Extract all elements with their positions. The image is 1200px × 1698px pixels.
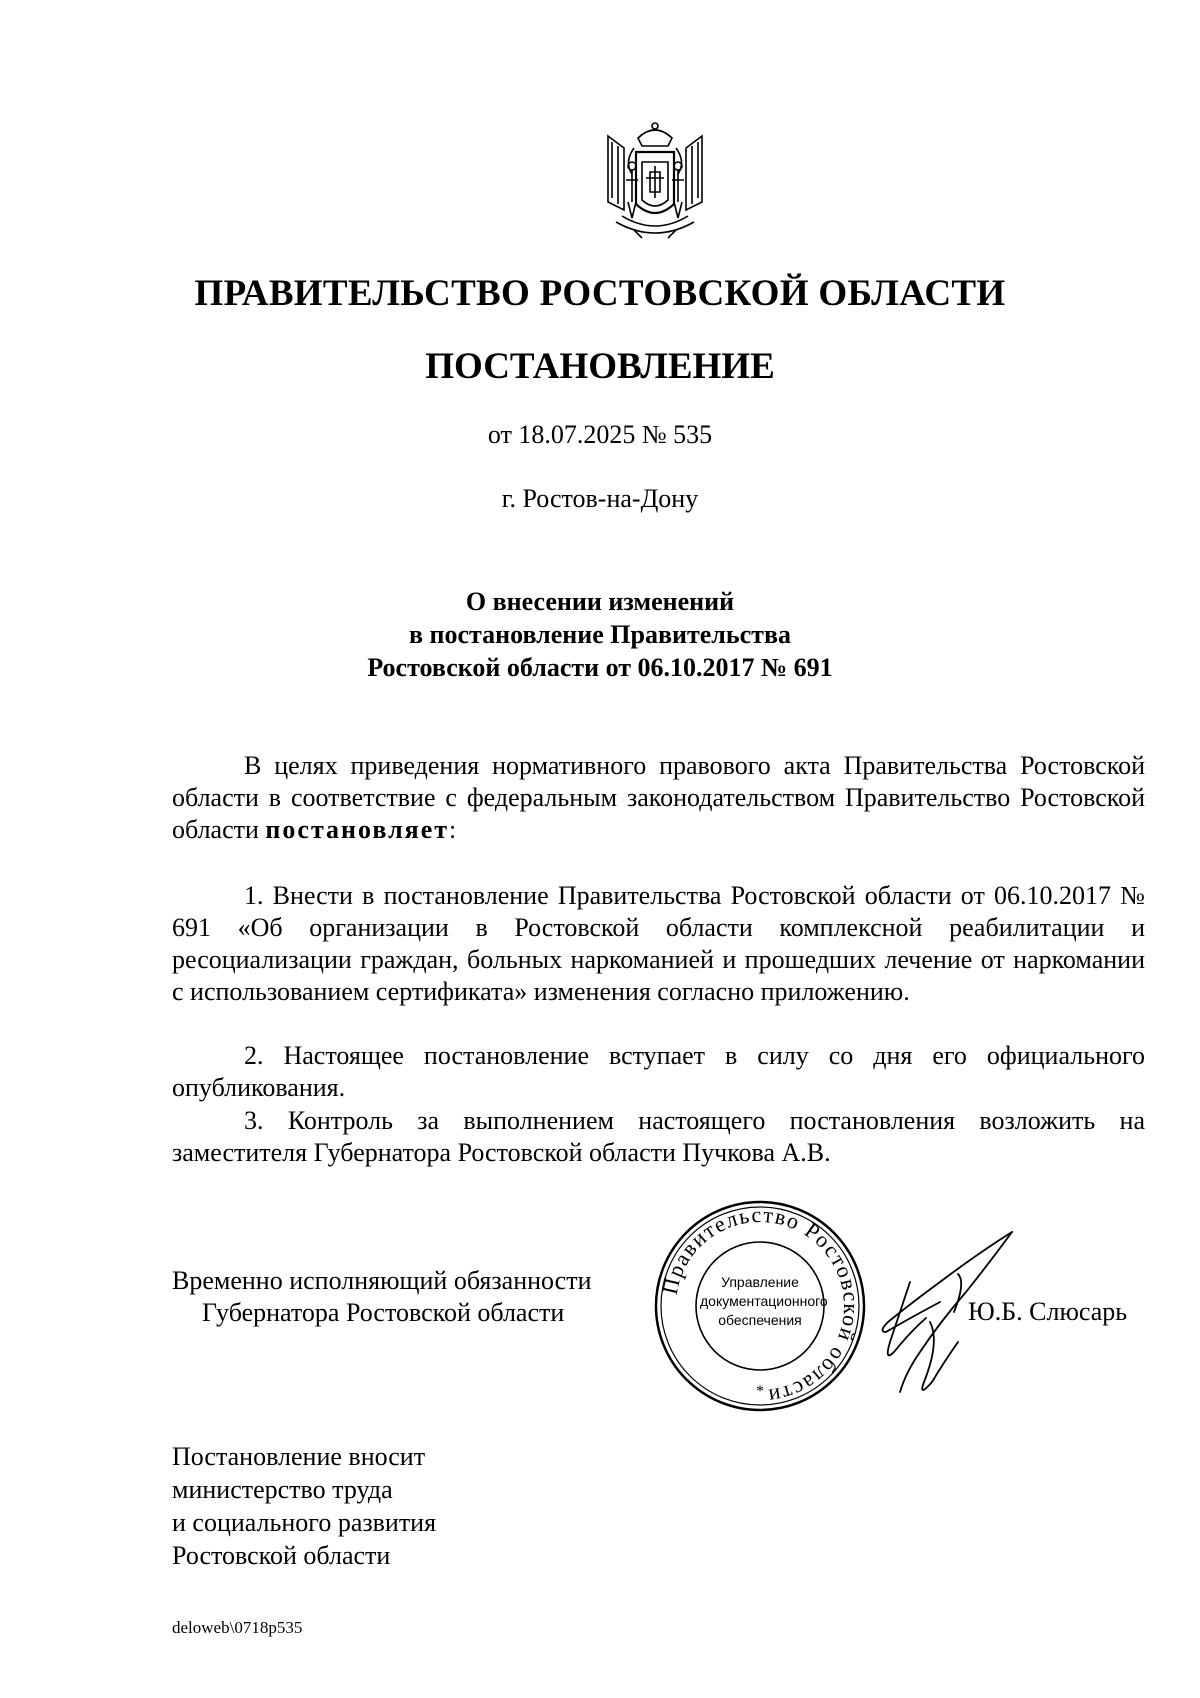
signer-name: Ю.Б. Слюсарь	[968, 1297, 1128, 1326]
submitter-line: и социального развития	[172, 1508, 437, 1537]
clause-1: 1. Внести в постановление Правительства Ростовской области от 06.10.2017 № 691 «Об организации в Ростовской области комплексной реабилитации и ресоциализации граждан, больных наркоманией и прошедших лечение от наркомании с использованием сертификата» изменения согласно приложению.	[172, 881, 1145, 1006]
signer-position-line: Губернатора Ростовской области	[202, 1298, 565, 1327]
seal-star: *	[756, 1383, 764, 1400]
seal-center-line: обеспечения	[718, 1312, 802, 1328]
submitter-line: министерство труда	[172, 1475, 393, 1504]
document-subject	[0, 585, 1200, 684]
clause-2: 2. Настоящее постановление вступает в силу со дня его официального опубликования.	[172, 1041, 1145, 1102]
submitter-line: Ростовской области	[172, 1541, 391, 1570]
submitter-line: Постановление вносит	[172, 1442, 426, 1471]
subject-line: О внесении изменений	[465, 587, 735, 616]
seal-center-line: документационного	[700, 1293, 828, 1309]
preamble-text: В целях приведения нормативного правового акта Правительства Ростовской области в соответствие с федеральным законодательством Правительство Ростовской области	[172, 751, 1145, 844]
document-reference: deloweb\0718p535	[172, 1618, 303, 1637]
clause-3: 3. Контроль за выполнением настоящего постановления возложить на заместителя Губернатора Ростовской области Пучкова А.В.	[172, 1106, 1145, 1167]
seal-center-line: Управление	[721, 1274, 799, 1290]
document-city: г. Ростов-на-Дону	[501, 484, 699, 513]
signer-position-line: Временно исполняющий обязанности	[172, 1266, 592, 1295]
preamble-paragraph	[172, 750, 1145, 846]
preamble-end: :	[449, 815, 457, 844]
seal-center-text	[700, 1273, 828, 1330]
submitter-block	[172, 1440, 436, 1572]
decree-word: постановляет	[265, 815, 450, 844]
signer-position	[172, 1265, 592, 1329]
seal-ring-text: Правительство Ростовской области	[656, 1201, 865, 1410]
document-type: ПОСТАНОВЛЕНИЕ	[425, 346, 775, 387]
coat-of-arms-icon	[594, 118, 716, 246]
subject-line: Ростовской области от 06.10.2017 № 691	[367, 653, 833, 682]
subject-line: в постановление Правительства	[408, 620, 791, 649]
organization-title: ПРАВИТЕЛЬСТВО РОСТОВСКОЙ ОБЛАСТИ	[194, 273, 1006, 314]
document-date-number: от 18.07.2025 № 535	[487, 420, 713, 449]
